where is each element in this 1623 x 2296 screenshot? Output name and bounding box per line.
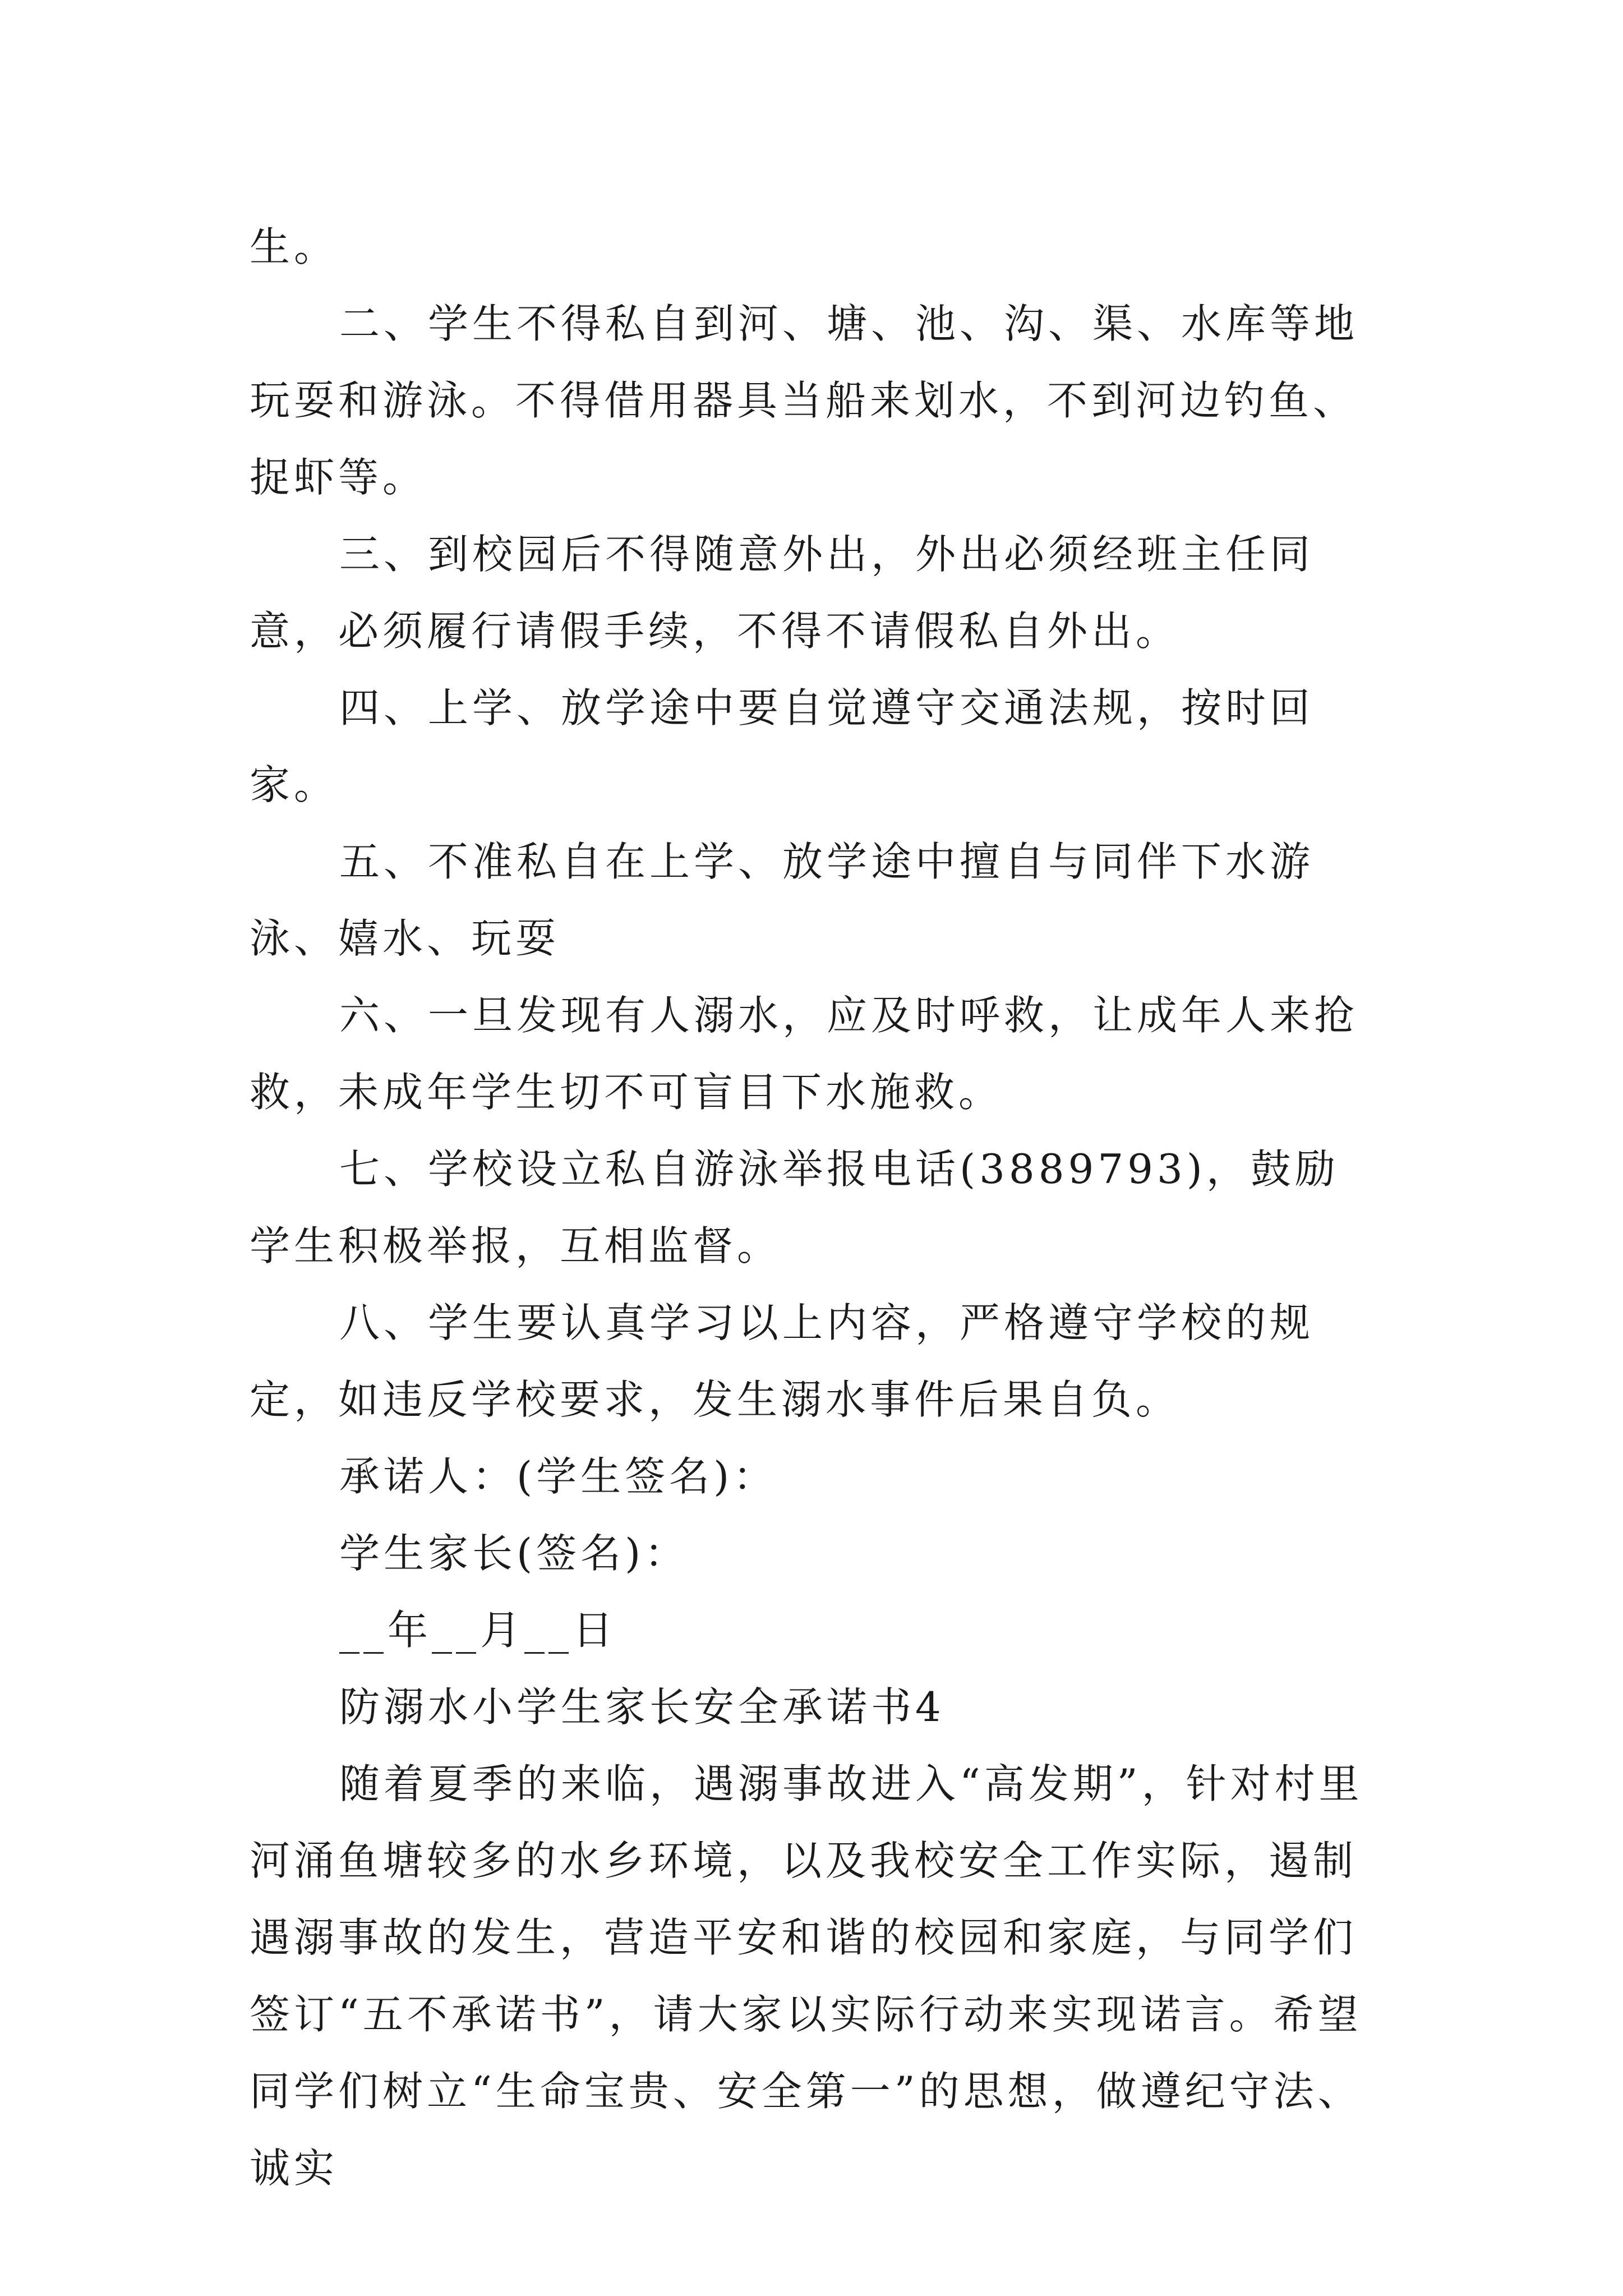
paragraph-rule-7: 七、学校设立私自游泳举报电话(3889793)，鼓励学生积极举报，互相监督。 [250,1145,1339,1269]
paragraph-rule-4: 四、上学、放学途中要自觉遵守交通法规，按时回家。 [250,684,1315,808]
paragraph-rule-8: 八、学生要认真学习以上内容，严格遵守学校的规定，如违反学校要求，发生溺水事件后果自负。 [250,1299,1315,1423]
section-title: 防溺水小学生家长安全承诺书4 [339,1683,945,1731]
paragraph-rule-3: 三、到校园后不得随意外出，外出必须经班主任同意，必须履行请假手续，不得不请假私自外出。 [250,531,1315,655]
paragraph-rule-5: 五、不准私自在上学、放学途中擅自与同伴下水游泳、嬉水、玩耍 [250,838,1315,962]
paragraph-continuation: 生。 [250,223,339,270]
signature-student-line: 承诺人：(学生签名)： [339,1453,778,1500]
signature-parent-line: 学生家长(签名)： [339,1530,689,1577]
paragraph-rule-6: 六、一旦发现有人溺水，应及时呼救，让成年人来抢救，未成年学生切不可盲目下水施救。 [250,992,1359,1116]
date-line: __年__月__日 [339,1607,617,1654]
document-body [250,209,1374,2207]
paragraph-rule-2: 二、学生不得私自到河、塘、池、沟、渠、水库等地玩耍和游泳。不得借用器具当船来划水，不到河边钓鱼、捉虾等。 [250,300,1359,501]
paragraph-intro: 随着夏季的来临，遇溺事故进入“高发期”，针对村里河涌鱼塘较多的水乡环境，以及我校安全工作实际，遏制遇溺事故的发生，营造平安和谐的校园和家庭，与同学们签订“五不承诺书”，请大家以实际行动来实现诺言。希望同学们树立“生命宝贵、安全第一”的思想，做遵纪守法、诚实 [250,1760,1363,2192]
